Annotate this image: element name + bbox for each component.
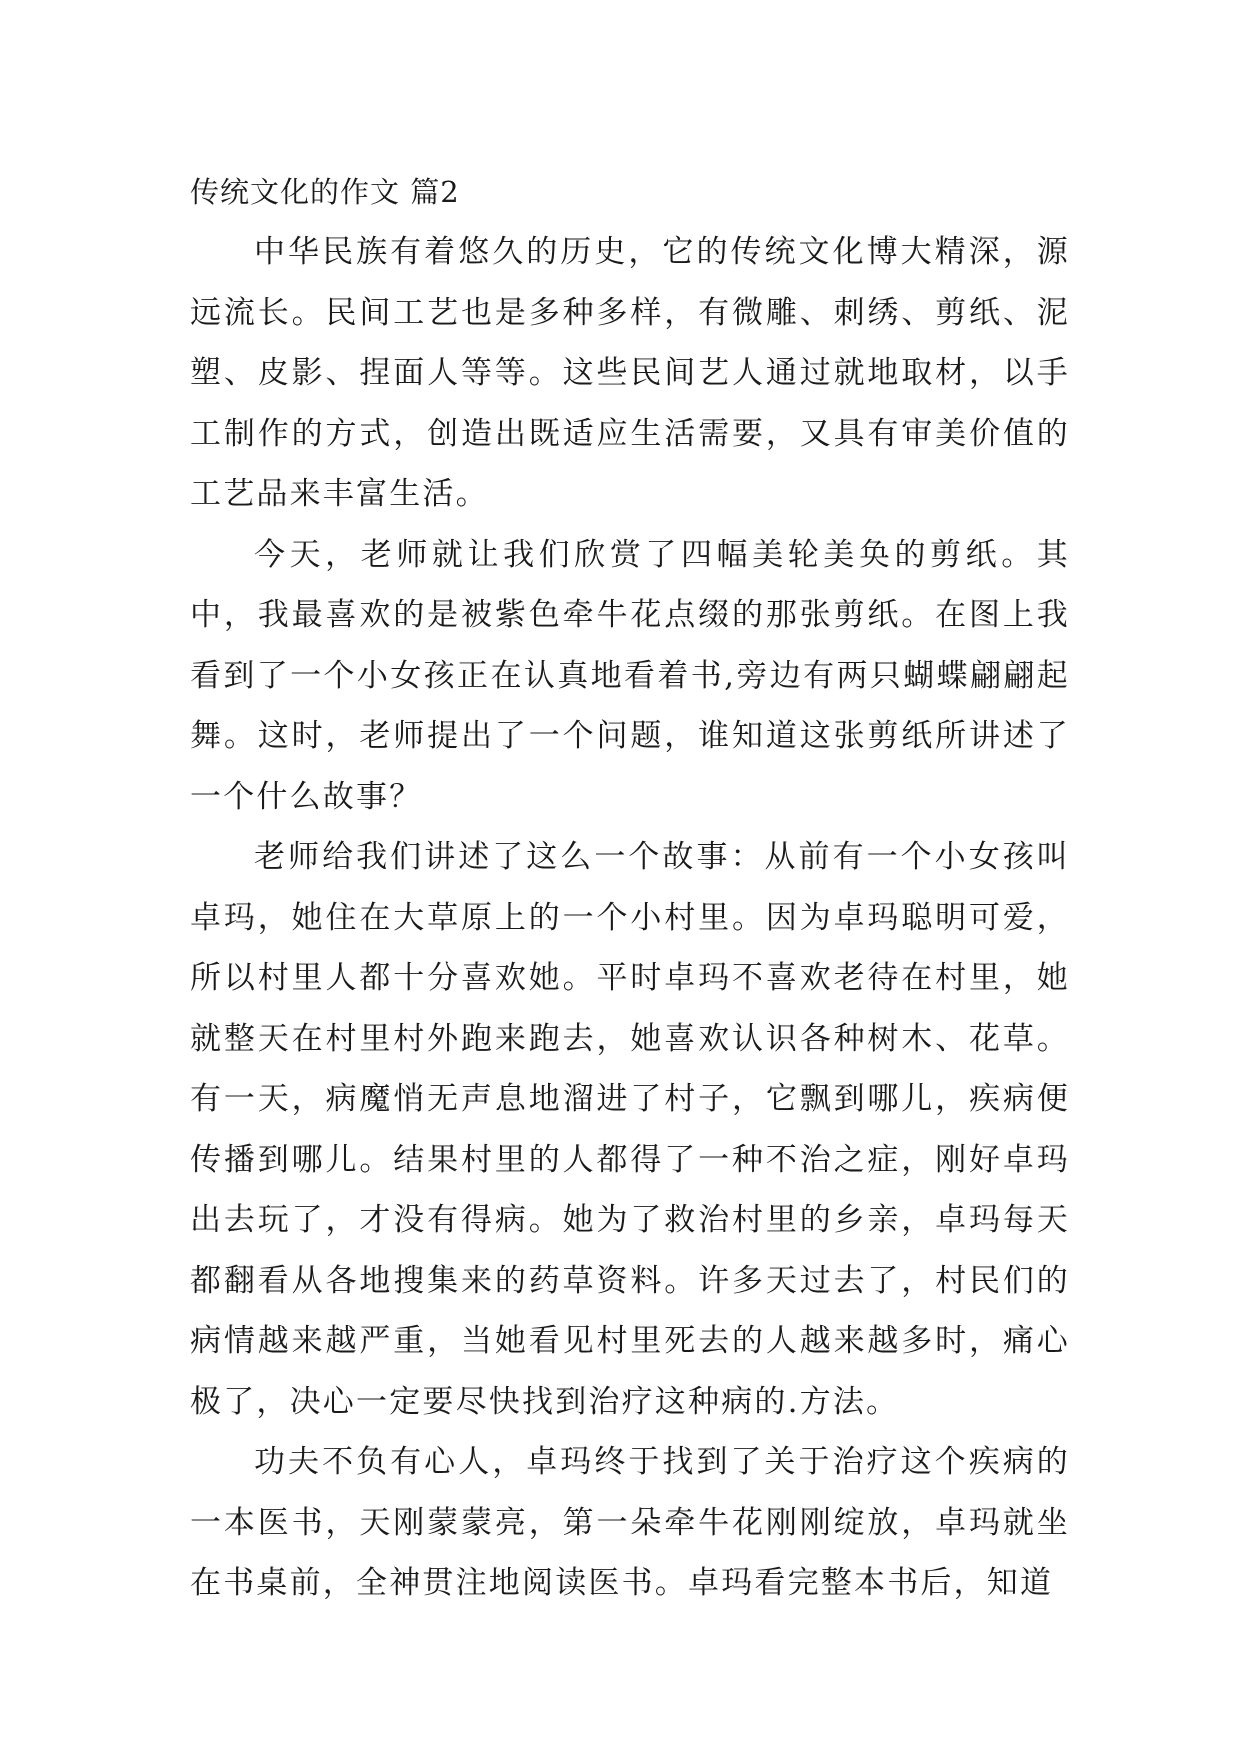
paragraph-1: 中华民族有着悠久的历史，它的传统文化博大精深，源远流长。民间工艺也是多种多样，有微雕、刺绣、剪纸、泥塑、皮影、捏面人等等。这些民间艺人通过就地取材，以手工制作的方式，创造出既适应生活需要，又具有审美价值的工艺品来丰富生活。 xyxy=(190,234,1070,512)
paragraph-3: 老师给我们讲述了这么一个故事：从前有一个小女孩叫卓玛，她住在大草原上的一个小村里。因为卓玛聪明可爱，所以村里人都十分喜欢她。平时卓玛不喜欢老待在村里，她就整天在村里村外跑来跑去，她喜欢认识各种树木、花草。有一天，病魔悄无声息地溜进了村子，它飘到哪儿，疾病便传播到哪儿。结果村里的人都得了一种不治之症，刚好卓玛出去玩了，才没有得病。她为了救治村里的乡亲，卓玛每天都翻看从各地搜集来的药草资料。许多天过去了，村民们的病情越来越严重，当她看见村里死去的人越来越多时，痛心极了，决心一定要尽快找到治疗这种病的.方法。 xyxy=(190,839,1070,1420)
paragraph-4: 功夫不负有心人，卓玛终于找到了关于治疗这个疾病的一本医书，天刚蒙蒙亮，第一朵牵牛花刚刚绽放，卓玛就坐在书桌前，全神贯注地阅读医书。卓玛看完整本书后，知道 xyxy=(190,1444,1070,1601)
document-body xyxy=(190,162,1070,1614)
paragraph-2: 今天，老师就让我们欣赏了四幅美轮美奂的剪纸。其中，我最喜欢的是被紫色牵牛花点缀的那张剪纸。在图上我看到了一个小女孩正在认真地看着书,旁边有两只蝴蝶翩翩起舞。这时，老师提出了一个问题，谁知道这张剪纸所讲述了一个什么故事？ xyxy=(190,536,1070,815)
essay-title: 传统文化的作文 篇2 xyxy=(190,175,460,209)
